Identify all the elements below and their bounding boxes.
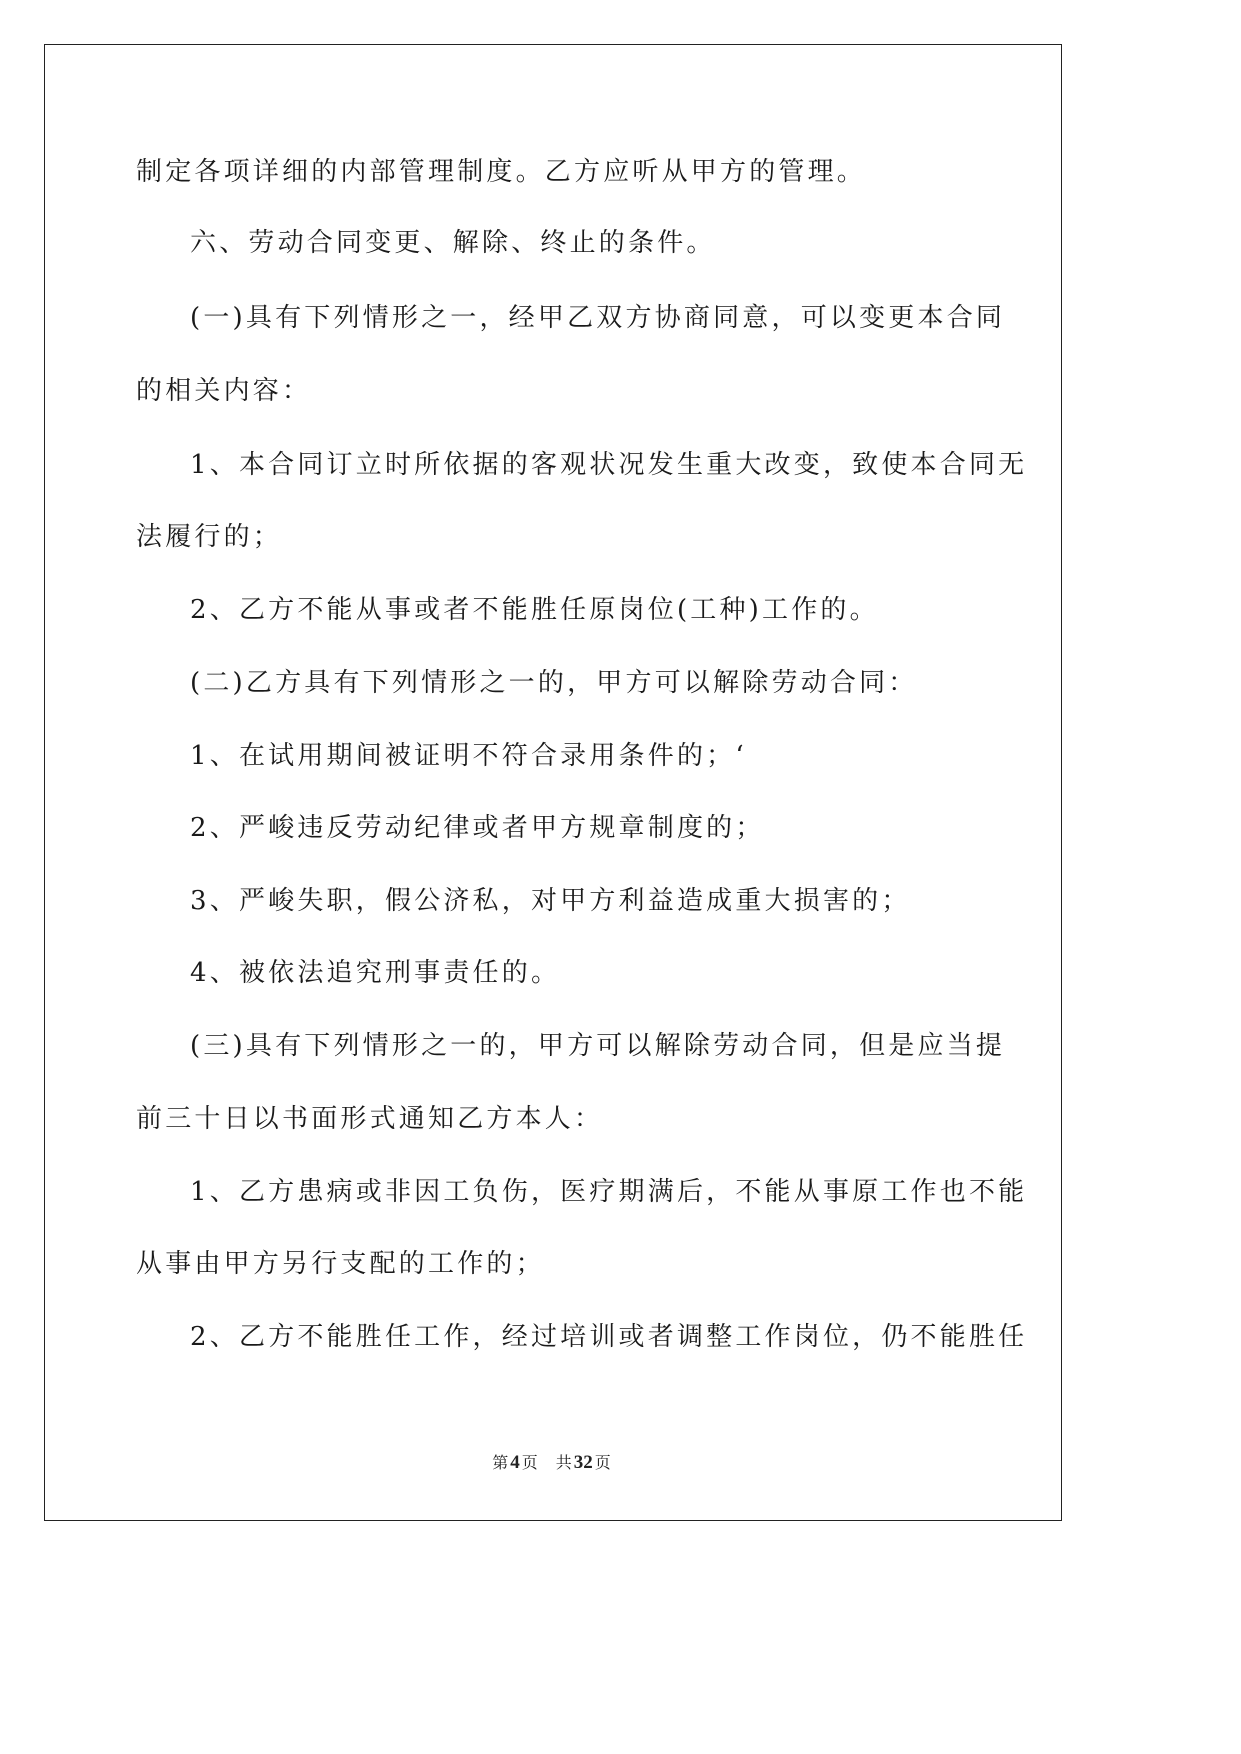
clause-3-heading: (三)具有下列情形之一的，甲方可以解除劳动合同，但是应当提 <box>190 1031 1006 1061</box>
clause-1-heading-continued: 的相关内容： <box>136 376 312 406</box>
clause-1-item-1: 1、本合同订立时所依据的客观状况发生重大改变，致使本合同无 <box>190 450 1028 480</box>
section-heading-6: 六、劳动合同变更、解除、终止的条件。 <box>190 228 716 258</box>
page-number: 4 <box>510 1452 520 1473</box>
clause-2-item-2: 2、严峻违反劳动纪律或者甲方规章制度的； <box>190 813 765 843</box>
clause-2-heading: (二)乙方具有下列情形之一的，甲方可以解除劳动合同： <box>190 668 918 698</box>
page-border <box>44 44 1062 1521</box>
page-prefix: 第 <box>492 1455 509 1472</box>
clause-3-item-1: 1、乙方患病或非因工负伤，医疗期满后，不能从事原工作也不能 <box>190 1177 1028 1207</box>
clause-2-item-3: 3、严峻失职，假公济私，对甲方利益造成重大损害的； <box>190 886 911 916</box>
paragraph-line-1: 制定各项详细的内部管理制度。乙方应听从甲方的管理。 <box>136 157 867 187</box>
clause-1-heading: (一)具有下列情形之一，经甲乙双方协商同意，可以变更本合同 <box>190 303 1006 333</box>
clause-1-item-2: 2、乙方不能从事或者不能胜任原岗位(工种)工作的。 <box>190 595 879 625</box>
page-suffix: 页 <box>521 1455 538 1472</box>
total-pages: 32 <box>573 1452 593 1473</box>
total-suffix: 页 <box>594 1455 611 1472</box>
clause-2-item-4: 4、被依法追究刑事责任的。 <box>190 958 561 988</box>
clause-3-heading-continued: 前三十日以书面形式通知乙方本人： <box>136 1104 604 1134</box>
total-prefix: 共 <box>555 1455 572 1472</box>
page-footer <box>0 1453 1103 1474</box>
clause-1-item-1-continued: 法履行的； <box>136 522 283 552</box>
clause-3-item-2: 2、乙方不能胜任工作，经过培训或者调整工作岗位，仍不能胜任 <box>190 1322 1028 1352</box>
clause-3-item-1-continued: 从事由甲方另行支配的工作的； <box>136 1249 545 1279</box>
clause-2-item-1: 1、在试用期间被证明不符合录用条件的；‘ <box>190 741 747 771</box>
